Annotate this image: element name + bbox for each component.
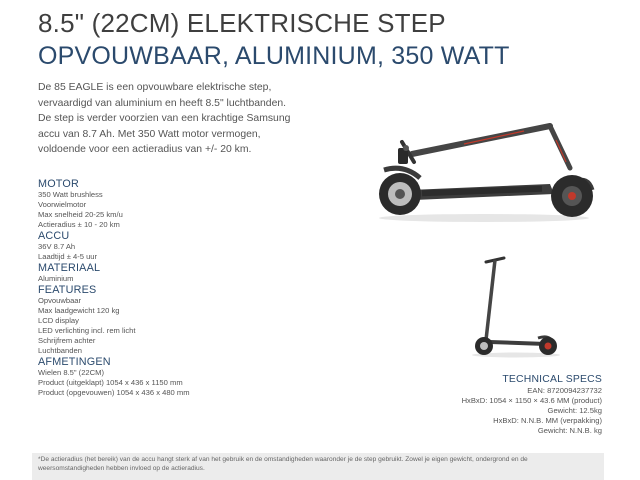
spec-line: LED verlichting incl. rem licht xyxy=(38,326,136,335)
spec-line: LCD display xyxy=(38,316,79,325)
tech-spec-line: Gewicht: 12.5kg xyxy=(547,406,602,415)
spec-line: Aluminium xyxy=(38,274,74,283)
spec-line: Schrijfrem achter xyxy=(38,336,96,345)
intro-paragraph xyxy=(38,80,356,158)
tech-spec-line: HxBxD: N.N.B. MM (verpakking) xyxy=(493,416,602,425)
intro-line: vervaardigd van aluminium en heeft 8.5" luchtbanden. xyxy=(38,97,287,109)
folded-scooter-image xyxy=(374,118,604,222)
tech-spec-line: HxBxD: 1054 × 1150 × 43.6 MM (product) xyxy=(461,396,602,405)
spec-list xyxy=(38,178,278,398)
section-heading-motor: MOTOR xyxy=(38,178,79,190)
page-title: 8.5" (22CM) ELEKTRISCHE STEP xyxy=(38,8,446,38)
tech-spec-line: EAN: 8720094237732 xyxy=(527,386,602,395)
spec-line: Laadtijd ± 4-5 uur xyxy=(38,252,98,261)
spec-line: Voorwielmotor xyxy=(38,200,87,209)
section-heading-features: FEATURES xyxy=(38,284,97,296)
spec-line: Product (opgevouwen) 1054 x 436 x 480 mm xyxy=(38,388,190,397)
technical-specs xyxy=(462,374,602,436)
standing-scooter-image xyxy=(468,254,564,358)
section-heading-materiaal: MATERIAAL xyxy=(38,262,101,274)
intro-line: accu van 8.7 Ah. Met 350 Watt motor vermogen, xyxy=(38,128,261,140)
spec-line: Wielen 8.5" (22CM) xyxy=(38,368,104,377)
spec-line: Max snelheid 20-25 km/u xyxy=(38,210,123,219)
intro-line: De step is verder voorzien van een krachtige Samsung xyxy=(38,113,291,125)
spec-line: Product (uitgeklapt) 1054 x 436 x 1150 mm xyxy=(38,378,183,387)
intro-line: De 85 EAGLE is een opvouwbare elektrische step, xyxy=(38,82,272,93)
intro-line: voldoende voor een actieradius van +/- 20 km. xyxy=(38,144,252,156)
section-heading-afmetingen: AFMETINGEN xyxy=(38,356,111,368)
spec-line: Opvouwbaar xyxy=(38,296,82,305)
spec-line: 350 Watt brushless xyxy=(38,190,103,199)
spec-line: Max laadgewicht 120 kg xyxy=(38,306,120,315)
footnote xyxy=(32,453,604,480)
tech-spec-line: Gewicht: N.N.B. kg xyxy=(537,426,602,435)
technical-specs-heading: TECHNICAL SPECS xyxy=(502,374,602,385)
spec-line: Actieradius ± 10 - 20 km xyxy=(38,220,120,229)
footnote-line: weersomstandigheden hebben invloed op de actieradius. xyxy=(38,465,205,472)
footnote-line: *De actieradius (het bereik) van de accu hangt sterk af van het gebruik en de omstandigheden waaronder je de step gebruikt. Zowel je eigen gewicht, ondergrond en de xyxy=(38,456,528,463)
page-subtitle: OPVOUWBAAR, ALUMINIUM, 350 WATT xyxy=(38,42,510,70)
spec-line: Luchtbanden xyxy=(38,346,82,355)
section-heading-accu: ACCU xyxy=(38,230,70,242)
spec-line: 36V 8.7 Ah xyxy=(38,242,76,251)
